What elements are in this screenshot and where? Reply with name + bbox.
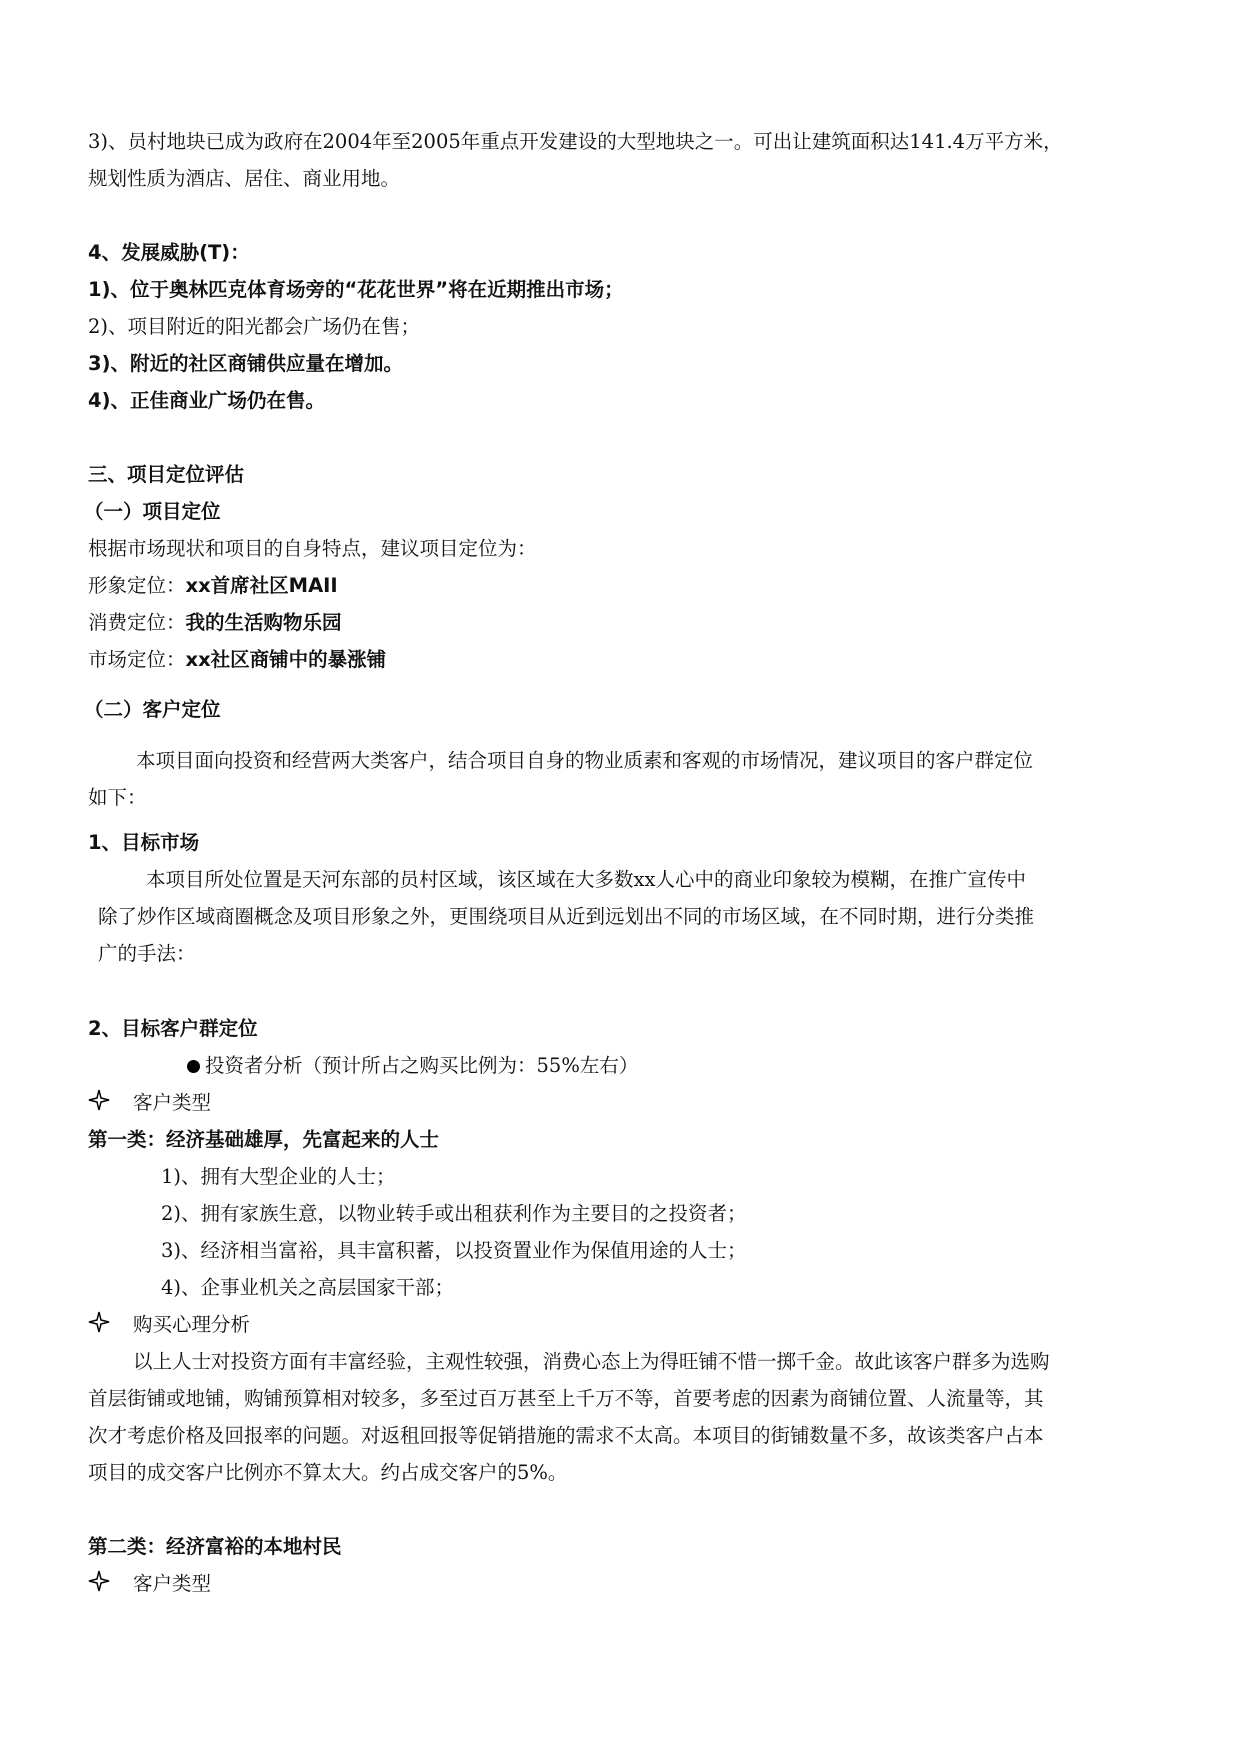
psychology-line-1: 以上人士对投资方面有丰富经验，主观性较强，消费心态上为得旺铺不惜一掷千金。故此该客户群多为选购: [133, 1350, 1050, 1373]
consume-positioning: [88, 610, 342, 636]
threat-item-3: 3)、附近的社区商铺供应量在增加。: [88, 352, 403, 375]
bullet-dot-icon: [187, 1060, 200, 1073]
psychology-line-4: 项目的成交客户比例亦不算太大。约占成交客户的5%。: [88, 1461, 568, 1484]
threat-item-1: 1)、位于奥林匹克体育场旁的“花花世界”将在近期推出市场；: [88, 278, 624, 301]
investor-analysis-bullet: 投资者分析（预计所占之购买比例为：55%左右）: [205, 1054, 639, 1077]
section-3-heading: 三、项目定位评估: [88, 463, 245, 486]
class-2-heading: 第二类：经济富裕的本地村民: [88, 1535, 342, 1558]
threat-heading: 4、发展威胁(T)：: [88, 241, 250, 264]
market-positioning-value: xx社区商铺中的暴涨铺: [185, 648, 387, 671]
four-point-star-icon: [88, 1570, 110, 1592]
target-market-heading: 1、目标市场: [88, 831, 200, 854]
customer-paragraph-line-2: 如下：: [88, 786, 147, 809]
opportunity-item-3-line-1: 3)、员村地块已成为政府在2004年至2005年重点开发建设的大型地块之一。可出让建筑面积达141.4万平方米，: [88, 130, 1063, 153]
target-market-line-3: 广的手法：: [98, 942, 196, 965]
market-positioning: [88, 647, 386, 673]
consume-positioning-label: 消费定位：: [88, 611, 186, 634]
threat-item-4: 4)、正佳商业广场仍在售。: [88, 389, 325, 412]
class-1-item-1: 1)、拥有大型企业的人士；: [161, 1165, 396, 1188]
psychology-line-3: 次才考虑价格及回报率的问题。对返租回报等促销措施的需求不太高。本项目的街铺数量不多，故该类客户占本: [88, 1424, 1044, 1447]
target-market-line-1: 本项目所处位置是天河东部的员村区域，该区域在大多数xx人心中的商业印象较为模糊，在推广宣传中: [146, 868, 1026, 891]
customer-type-label: 客户类型: [133, 1091, 212, 1114]
class-1-item-4: 4)、企事业机关之高层国家干部；: [161, 1276, 455, 1299]
image-positioning: [88, 573, 338, 599]
sub-heading-project-positioning: （一）项目定位: [84, 500, 221, 523]
opportunity-item-3-line-2: 规划性质为酒店、居住、商业用地。: [88, 167, 401, 190]
customer-paragraph-line-1: 本项目面向投资和经营两大类客户，结合项目自身的物业质素和客观的市场情况，建议项目的客户群定位: [136, 749, 1034, 772]
class-1-item-2: 2)、拥有家族生意，以物业转手或出租获利作为主要目的之投资者；: [161, 1202, 747, 1225]
target-customer-heading: 2、目标客户群定位: [88, 1017, 258, 1040]
target-market-line-2: 除了炒作区域商圈概念及项目形象之外，更围绕项目从近到远划出不同的市场区域，在不同时期，进行分类推: [98, 905, 1035, 928]
threat-item-2: 2)、项目附近的阳光都会广场仍在售；: [88, 315, 421, 338]
four-point-star-icon: [88, 1311, 110, 1333]
customer-type-label-2: 客户类型: [133, 1572, 212, 1595]
market-positioning-label: 市场定位：: [88, 648, 186, 671]
purchase-psychology-label: 购买心理分析: [133, 1313, 251, 1336]
sub-heading-customer-positioning: （二）客户定位: [84, 698, 221, 721]
image-positioning-label: 形象定位：: [88, 574, 186, 597]
consume-positioning-value: 我的生活购物乐园: [185, 611, 342, 634]
class-1-item-3: 3)、经济相当富裕，具丰富积蓄，以投资置业作为保值用途的人士；: [161, 1239, 747, 1262]
psychology-line-2: 首层街铺或地铺，购铺预算相对较多，多至过百万甚至上千万不等，首要考虑的因素为商铺位置、人流量等，其: [88, 1387, 1044, 1410]
class-1-heading: 第一类：经济基础雄厚，先富起来的人士: [88, 1128, 440, 1151]
four-point-star-icon: [88, 1089, 110, 1111]
positioning-intro: 根据市场现状和项目的自身特点，建议项目定位为：: [88, 537, 537, 560]
image-positioning-value: xx首席社区MAII: [185, 574, 338, 597]
